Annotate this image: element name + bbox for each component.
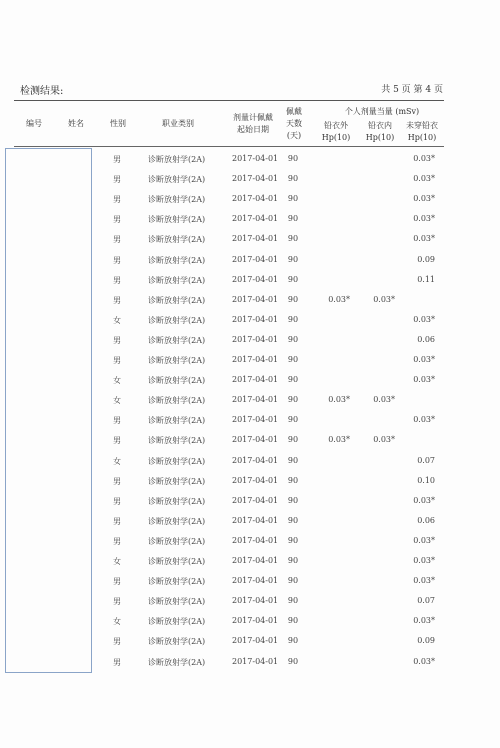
table-row: [0, 391, 500, 411]
cell-category: 诊断放射学(2A): [148, 235, 206, 245]
cell-date: 2017-04-01: [232, 535, 279, 545]
table-row: [0, 351, 500, 371]
cell-sex: 女: [113, 557, 121, 566]
cell-none: 0.03*: [413, 214, 435, 224]
cell-days: 90: [287, 535, 299, 545]
cell-date: 2017-04-01: [232, 214, 279, 224]
cell-category: 诊断放射学(2A): [148, 295, 206, 305]
header-start-date-line1: 剂量计佩戴: [233, 113, 273, 122]
cell-none: 0.03*: [413, 556, 435, 565]
header-apron-in-line2: Hp(10): [365, 133, 395, 142]
table-row: [0, 230, 500, 250]
cell-days: 90: [287, 616, 299, 626]
header-category: 职业类别: [162, 119, 194, 128]
cell-days: 90: [287, 174, 299, 184]
cell-date: 2017-04-01: [232, 375, 279, 385]
cell-date: 2017-04-01: [232, 254, 279, 264]
cell-none: 0.03*: [413, 154, 435, 163]
cell-date: 2017-04-01: [232, 435, 279, 445]
cell-category: 诊断放射学(2A): [148, 315, 206, 325]
cell-days: 90: [287, 334, 299, 344]
cell-sex: 男: [113, 436, 121, 446]
table-row: [0, 190, 500, 210]
cell-sex: 男: [113, 175, 121, 185]
cell-date: 2017-04-01: [232, 576, 279, 586]
cell-category: 诊断放射学(2A): [148, 557, 206, 566]
cell-category: 诊断放射学(2A): [148, 597, 206, 607]
header-days-line2: 天数: [286, 119, 302, 128]
table-row: [0, 472, 500, 492]
cell-date: 2017-04-01: [232, 495, 279, 505]
cell-category: 诊断放射学(2A): [148, 255, 206, 265]
cell-date: 2017-04-01: [232, 314, 279, 324]
cell-sex: 男: [113, 657, 121, 667]
cell-none: 0.03*: [413, 234, 435, 244]
table-row: [0, 653, 500, 673]
cell-date: 2017-04-01: [232, 616, 279, 626]
cell-days: 90: [287, 636, 299, 646]
cell-date: 2017-04-01: [232, 475, 279, 485]
cell-none: 0.06: [417, 515, 435, 525]
cell-date: 2017-04-01: [232, 455, 279, 465]
table-row: [0, 592, 500, 612]
cell-date: 2017-04-01: [232, 234, 279, 244]
table-row: [0, 311, 500, 331]
header-start-date-line2: 起始日期: [237, 125, 269, 134]
cell-sex: 男: [113, 255, 121, 265]
cell-days: 90: [287, 154, 299, 163]
cell-sex: 男: [113, 597, 121, 607]
table-row: [0, 612, 500, 632]
cell-sex: 男: [113, 516, 121, 526]
table-row: [0, 572, 500, 592]
cell-sex: 男: [113, 235, 121, 245]
cell-none: 0.03*: [413, 616, 435, 626]
header-dose-group: 个人剂量当量 (mSv): [344, 107, 420, 116]
cell-date: 2017-04-01: [232, 194, 279, 204]
header-apron-in-line1: 铅衣内: [368, 121, 392, 130]
table-row: [0, 271, 500, 291]
header-name: 姓名: [68, 119, 84, 128]
table-row: [0, 150, 500, 170]
cell-category: 诊断放射学(2A): [148, 175, 206, 185]
cell-days: 90: [287, 274, 299, 284]
cell-category: 诊断放射学(2A): [148, 577, 206, 587]
cell-days: 90: [287, 576, 299, 586]
cell-date: 2017-04-01: [232, 395, 279, 405]
cell-days: 90: [287, 375, 299, 385]
cell-sex: 男: [113, 416, 121, 426]
table-row: [0, 431, 500, 451]
cell-none: 0.03*: [413, 375, 435, 385]
cell-days: 90: [287, 234, 299, 244]
cell-days: 90: [287, 254, 299, 264]
cell-category: 诊断放射学(2A): [148, 496, 206, 506]
cell-date: 2017-04-01: [232, 415, 279, 425]
cell-days: 90: [287, 355, 299, 364]
cell-category: 诊断放射学(2A): [148, 396, 206, 406]
cell-days: 90: [287, 475, 299, 485]
cell-days: 90: [287, 656, 299, 666]
cell-none: 0.10: [417, 475, 435, 485]
header-start-date: [228, 112, 278, 136]
cell-in: 0.03*: [373, 435, 395, 445]
cell-sex: 女: [113, 617, 121, 627]
cell-sex: 女: [113, 456, 121, 466]
cell-sex: 男: [113, 335, 121, 345]
cell-category: 诊断放射学(2A): [148, 275, 206, 285]
header-no-apron: [400, 120, 444, 144]
cell-sex: 男: [113, 195, 121, 205]
cell-none: 0.09: [417, 254, 435, 264]
cell-category: 诊断放射学(2A): [148, 155, 206, 164]
cell-sex: 男: [113, 295, 121, 305]
table-row: [0, 251, 500, 271]
cell-days: 90: [287, 556, 299, 565]
cell-sex: 男: [113, 496, 121, 506]
cell-date: 2017-04-01: [232, 355, 279, 364]
table-header-rule: [14, 146, 444, 147]
cell-sex: 男: [113, 476, 121, 486]
table-row: [0, 632, 500, 652]
cell-none: 0.07: [417, 596, 435, 606]
cell-sex: 男: [113, 275, 121, 285]
table-row: [0, 512, 500, 532]
cell-none: 0.03*: [413, 656, 435, 666]
table-row: [0, 492, 500, 512]
cell-category: 诊断放射学(2A): [148, 335, 206, 345]
cell-none: 0.03*: [413, 415, 435, 425]
cell-days: 90: [287, 515, 299, 525]
cell-days: 90: [287, 294, 299, 304]
table-row: [0, 411, 500, 431]
cell-none: 0.03*: [413, 194, 435, 204]
cell-none: 0.03*: [413, 355, 435, 364]
cell-none: 0.07: [417, 455, 435, 465]
cell-none: 0.03*: [413, 314, 435, 324]
cell-category: 诊断放射学(2A): [148, 617, 206, 627]
cell-category: 诊断放射学(2A): [148, 416, 206, 426]
cell-date: 2017-04-01: [232, 294, 279, 304]
cell-days: 90: [287, 395, 299, 405]
cell-none: 0.03*: [413, 495, 435, 505]
header-days: [282, 106, 306, 142]
cell-days: 90: [287, 435, 299, 445]
cell-category: 诊断放射学(2A): [148, 436, 206, 446]
cell-date: 2017-04-01: [232, 556, 279, 565]
table-row: [0, 331, 500, 351]
cell-category: 诊断放射学(2A): [148, 376, 206, 386]
cell-category: 诊断放射学(2A): [148, 456, 206, 466]
header-no-apron-line2: Hp(10): [407, 133, 437, 142]
table-top-rule: [14, 100, 444, 101]
cell-date: 2017-04-01: [232, 154, 279, 163]
cell-in: 0.03*: [373, 294, 395, 304]
cell-sex: 男: [113, 155, 121, 164]
cell-category: 诊断放射学(2A): [148, 536, 206, 546]
cell-category: 诊断放射学(2A): [148, 356, 206, 365]
cell-sex: 男: [113, 356, 121, 365]
header-sex: 性别: [110, 119, 126, 128]
cell-days: 90: [287, 194, 299, 204]
cell-out: 0.03*: [328, 435, 350, 445]
header-apron-out-line1: 铅衣外: [324, 121, 348, 130]
cell-days: 90: [287, 314, 299, 324]
cell-category: 诊断放射学(2A): [148, 657, 206, 667]
cell-days: 90: [287, 596, 299, 606]
cell-category: 诊断放射学(2A): [148, 195, 206, 205]
cell-category: 诊断放射学(2A): [148, 516, 206, 526]
cell-category: 诊断放射学(2A): [148, 215, 206, 225]
table-row: [0, 532, 500, 552]
cell-none: 0.03*: [413, 174, 435, 184]
cell-sex: 男: [113, 577, 121, 587]
cell-date: 2017-04-01: [232, 656, 279, 666]
table-row: [0, 170, 500, 190]
cell-date: 2017-04-01: [232, 596, 279, 606]
cell-date: 2017-04-01: [232, 515, 279, 525]
cell-days: 90: [287, 495, 299, 505]
cell-date: 2017-04-01: [232, 334, 279, 344]
cell-none: 0.06: [417, 334, 435, 344]
header-apron-in: [360, 120, 400, 144]
cell-sex: 女: [113, 315, 121, 325]
table-row: [0, 371, 500, 391]
cell-sex: 女: [113, 396, 121, 406]
header-days-line3: (天): [286, 131, 302, 140]
cell-sex: 男: [113, 637, 121, 647]
cell-none: 0.09: [417, 636, 435, 646]
cell-days: 90: [287, 415, 299, 425]
section-title: 检测结果:: [20, 86, 64, 97]
cell-sex: 男: [113, 536, 121, 546]
cell-date: 2017-04-01: [232, 274, 279, 284]
header-no-apron-line1: 未穿铅衣: [406, 121, 438, 130]
cell-none: 0.03*: [413, 535, 435, 545]
table-row: [0, 210, 500, 230]
cell-date: 2017-04-01: [232, 174, 279, 184]
cell-in: 0.03*: [373, 395, 395, 405]
cell-sex: 女: [113, 376, 121, 386]
cell-out: 0.03*: [328, 395, 350, 405]
cell-days: 90: [287, 214, 299, 224]
header-days-line1: 佩戴: [286, 107, 302, 116]
cell-out: 0.03*: [328, 294, 350, 304]
page-info: 共 5 页 第 4 页: [381, 85, 443, 95]
cell-category: 诊断放射学(2A): [148, 476, 206, 486]
cell-sex: 男: [113, 215, 121, 225]
cell-days: 90: [287, 455, 299, 465]
table-row: [0, 552, 500, 572]
cell-date: 2017-04-01: [232, 636, 279, 646]
cell-category: 诊断放射学(2A): [148, 637, 206, 647]
table-row: [0, 291, 500, 311]
cell-none: 0.03*: [413, 576, 435, 586]
cell-none: 0.11: [417, 274, 435, 284]
table-row: [0, 452, 500, 472]
header-apron-out: [316, 120, 356, 144]
header-id: 编号: [26, 119, 42, 128]
header-apron-out-line2: Hp(10): [321, 133, 351, 142]
